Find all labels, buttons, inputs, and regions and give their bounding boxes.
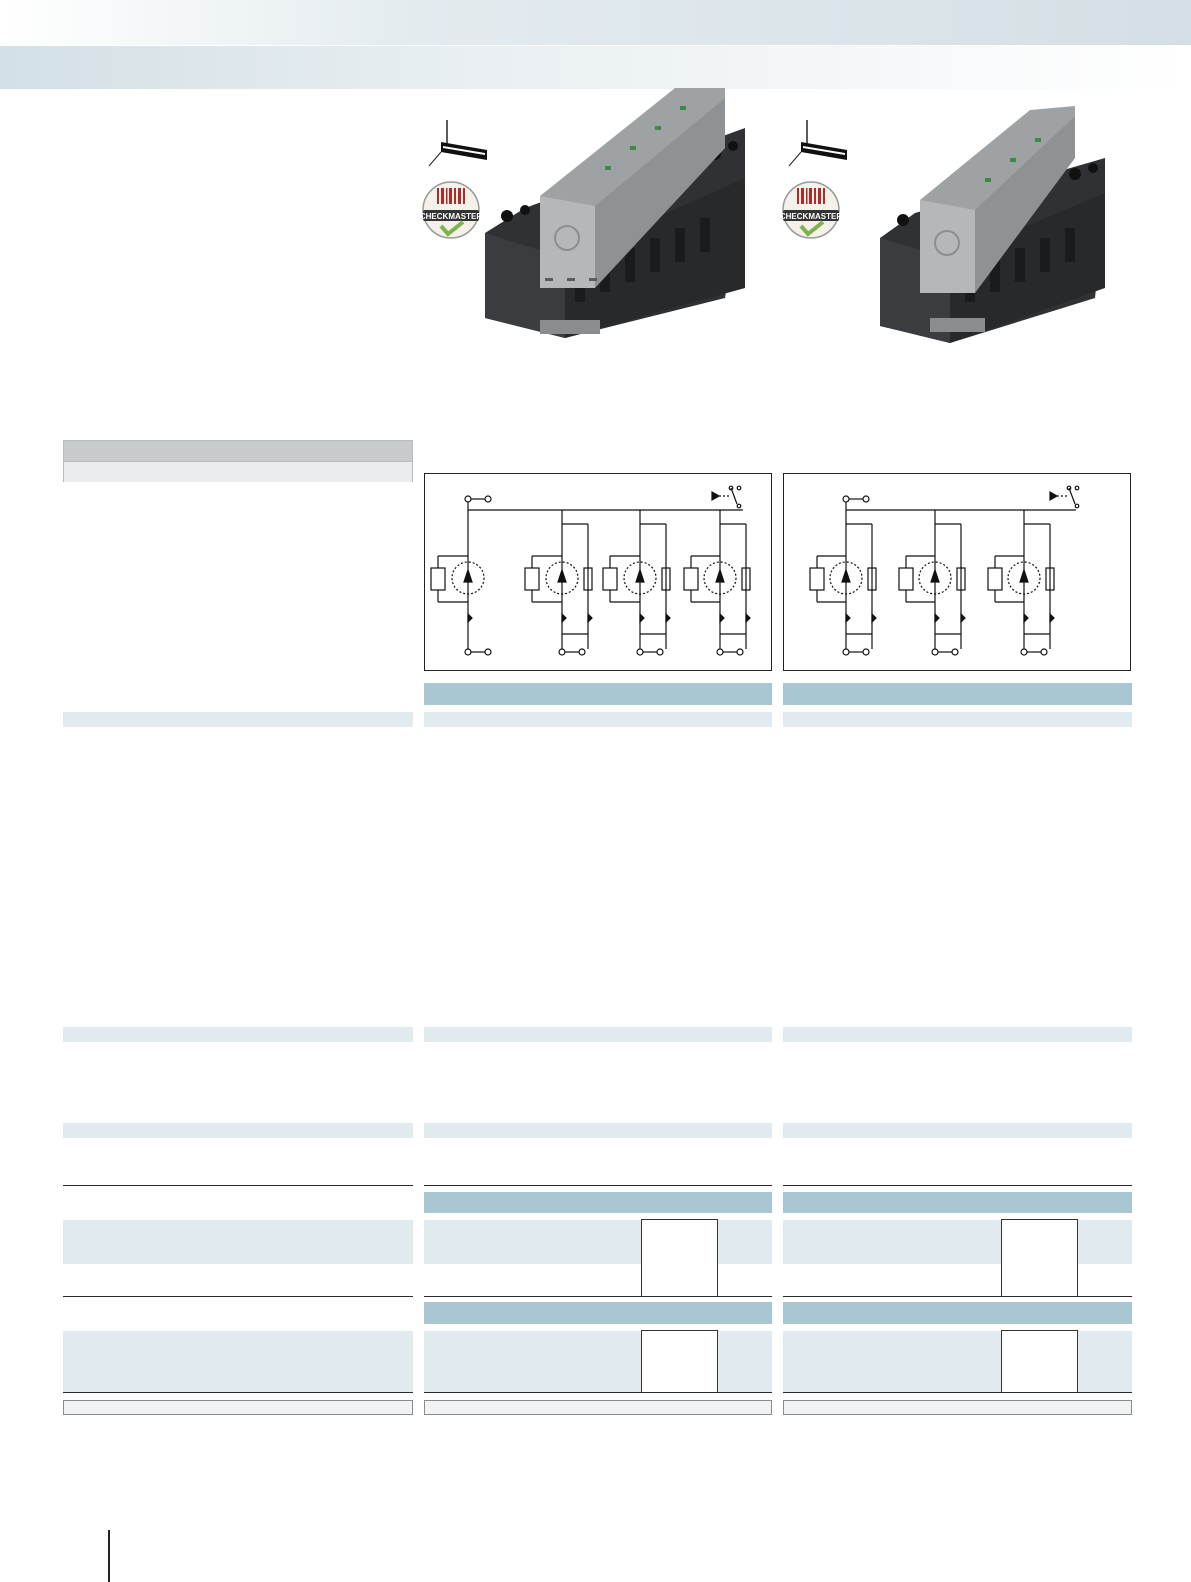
ordering-divider-left-3	[424, 1392, 772, 1393]
surge-protector-device	[485, 88, 745, 338]
order-number-box-left-1	[641, 1219, 718, 1297]
order-number-box-right-2	[1001, 1330, 1078, 1393]
ordering-divider-right-2	[783, 1296, 1132, 1297]
ordering-divider-right-3	[783, 1392, 1132, 1393]
circuit-branch-3	[988, 510, 1054, 655]
order-number-box-left-2	[641, 1330, 718, 1393]
checkmaster-label: CHECKMASTER	[419, 212, 483, 221]
ordering-row-right-1	[783, 1220, 1132, 1264]
spec-row-label-2	[63, 1027, 413, 1042]
ordering-divider-label-3	[63, 1392, 413, 1393]
spec-row-right-1	[783, 712, 1132, 727]
ordering-divider-left-1	[424, 1185, 772, 1186]
circuit-diagram-right	[783, 473, 1131, 671]
ordering-header-left-1	[424, 1192, 772, 1213]
signal-contact-icon	[1050, 486, 1079, 508]
circuit-branch-2	[899, 510, 965, 655]
ordering-row-label-1	[63, 1220, 413, 1264]
ordering-row-label-2	[63, 1331, 413, 1392]
spec-row-label-3	[63, 1123, 413, 1138]
checkmaster-label: CHECKMASTER	[779, 212, 843, 221]
spec-row-left-3	[424, 1123, 772, 1138]
spec-row-left-2	[424, 1027, 772, 1042]
ordering-row-left-1	[424, 1220, 772, 1264]
ordering-header-right-2	[783, 1302, 1132, 1324]
din-rail-icon	[429, 120, 487, 166]
header-band-bottom	[0, 46, 1191, 89]
checkmaster-badge-icon	[780, 182, 842, 238]
left-header-box-bottom	[64, 461, 412, 482]
ordering-header-right-1	[783, 1192, 1132, 1213]
spec-row-left-1	[424, 712, 772, 727]
circuit-branch-4	[684, 510, 750, 655]
page-margin-line	[108, 1530, 110, 1582]
surge-protector-device	[880, 106, 1105, 343]
order-number-box-right-1	[1001, 1219, 1078, 1297]
header-band-top	[0, 0, 1191, 45]
ordering-divider-right-1	[783, 1185, 1132, 1186]
footnote-box-left	[424, 1400, 772, 1415]
product-image-left	[415, 88, 775, 360]
circuit-branch-3	[603, 510, 670, 655]
signal-contact-icon	[712, 486, 741, 508]
product-image-right	[775, 88, 1135, 360]
footnote-box-right	[783, 1400, 1132, 1415]
circuit-diagram-left	[424, 473, 772, 671]
ordering-header-left-2	[424, 1302, 772, 1324]
left-header-box	[63, 440, 413, 482]
checkmaster-badge-icon	[420, 182, 482, 238]
column-header-right	[783, 683, 1132, 705]
circuit-branch-2	[525, 510, 592, 655]
column-header-left	[424, 683, 772, 705]
spec-row-right-3	[783, 1123, 1132, 1138]
spec-row-label-1	[63, 712, 413, 727]
spec-row-right-2	[783, 1027, 1132, 1042]
circuit-branch-1	[810, 496, 876, 655]
ordering-row-left-2	[424, 1331, 772, 1392]
footnote-box-label	[63, 1400, 413, 1415]
ordering-divider-label-2	[63, 1296, 413, 1297]
left-header-box-top	[64, 441, 412, 461]
ordering-divider-label-1	[63, 1185, 413, 1186]
ordering-row-right-2	[783, 1331, 1132, 1392]
din-rail-icon	[789, 120, 847, 166]
circuit-branch-1	[431, 496, 491, 655]
ordering-divider-left-2	[424, 1296, 772, 1297]
